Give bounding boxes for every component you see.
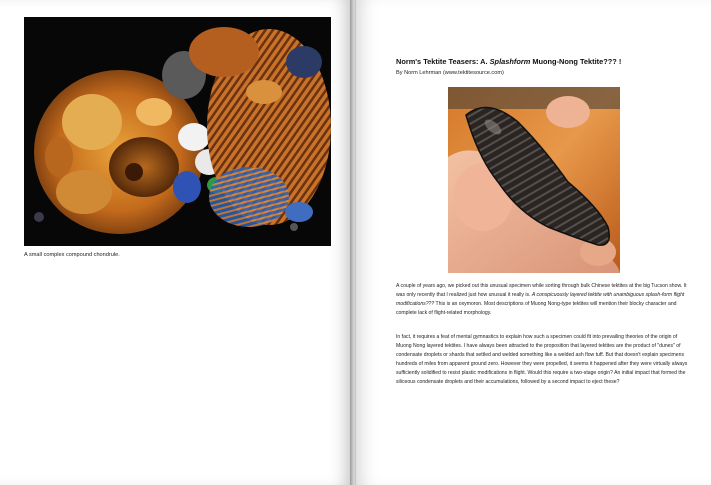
title-suffix: Muong-Nong Tektite??? !	[530, 57, 622, 66]
title-prefix: Norm's Tektite Teasers: A.	[396, 57, 490, 66]
article-byline: By Norm Lehrman (www.tektitesource.com)	[396, 70, 504, 76]
paragraph-2: In fact, it requires a feat of mental gymnastics to explain how such a specimen could fit into prevailing theories of the origin of Muong Nong layered tektites. I have always been attracted to the proposition that layered tektites are the product of "dunes" of condensate droplets or shards that settled and welded something like a welded ash flow tuff. But that doesn't explain specimens hundreds of miles from apparent ground zero. However they were propelled, it seems it happened after they were virtually always sufficiently solidified to resist plastic modifications in flight. Would this require a two-stage origin? An initial impact that formed the siliceous condensate droplets and their accumulations, followed by a second impact to eject these?	[396, 334, 688, 385]
title-emphasis: Splashform	[489, 57, 531, 66]
paragraph-1-text-a: A couple of years ago, we picked out this unusual specimen while sorting through bulk Chinese tektites at the big Tucson show. It was only recently that I realized just how unusual it really is.	[396, 283, 687, 298]
tektite-photo	[448, 87, 620, 273]
paragraph-1	[396, 282, 692, 318]
chondrule-micrograph-image	[24, 17, 331, 246]
left-page	[0, 0, 352, 485]
paragraph-1-emphasis: A conspicuously layered tektite with unambiguous splash-form flight modifications???	[396, 291, 685, 307]
right-page	[356, 0, 711, 485]
article-title	[396, 57, 696, 66]
paragraph-1-text-b: This is an oxymoron. Most descriptions of Muong Nong-type tektites will mention their blocky character and complete lack of flight-related morphology.	[396, 300, 677, 316]
image-caption: A small complex compound chondrule.	[24, 252, 120, 258]
